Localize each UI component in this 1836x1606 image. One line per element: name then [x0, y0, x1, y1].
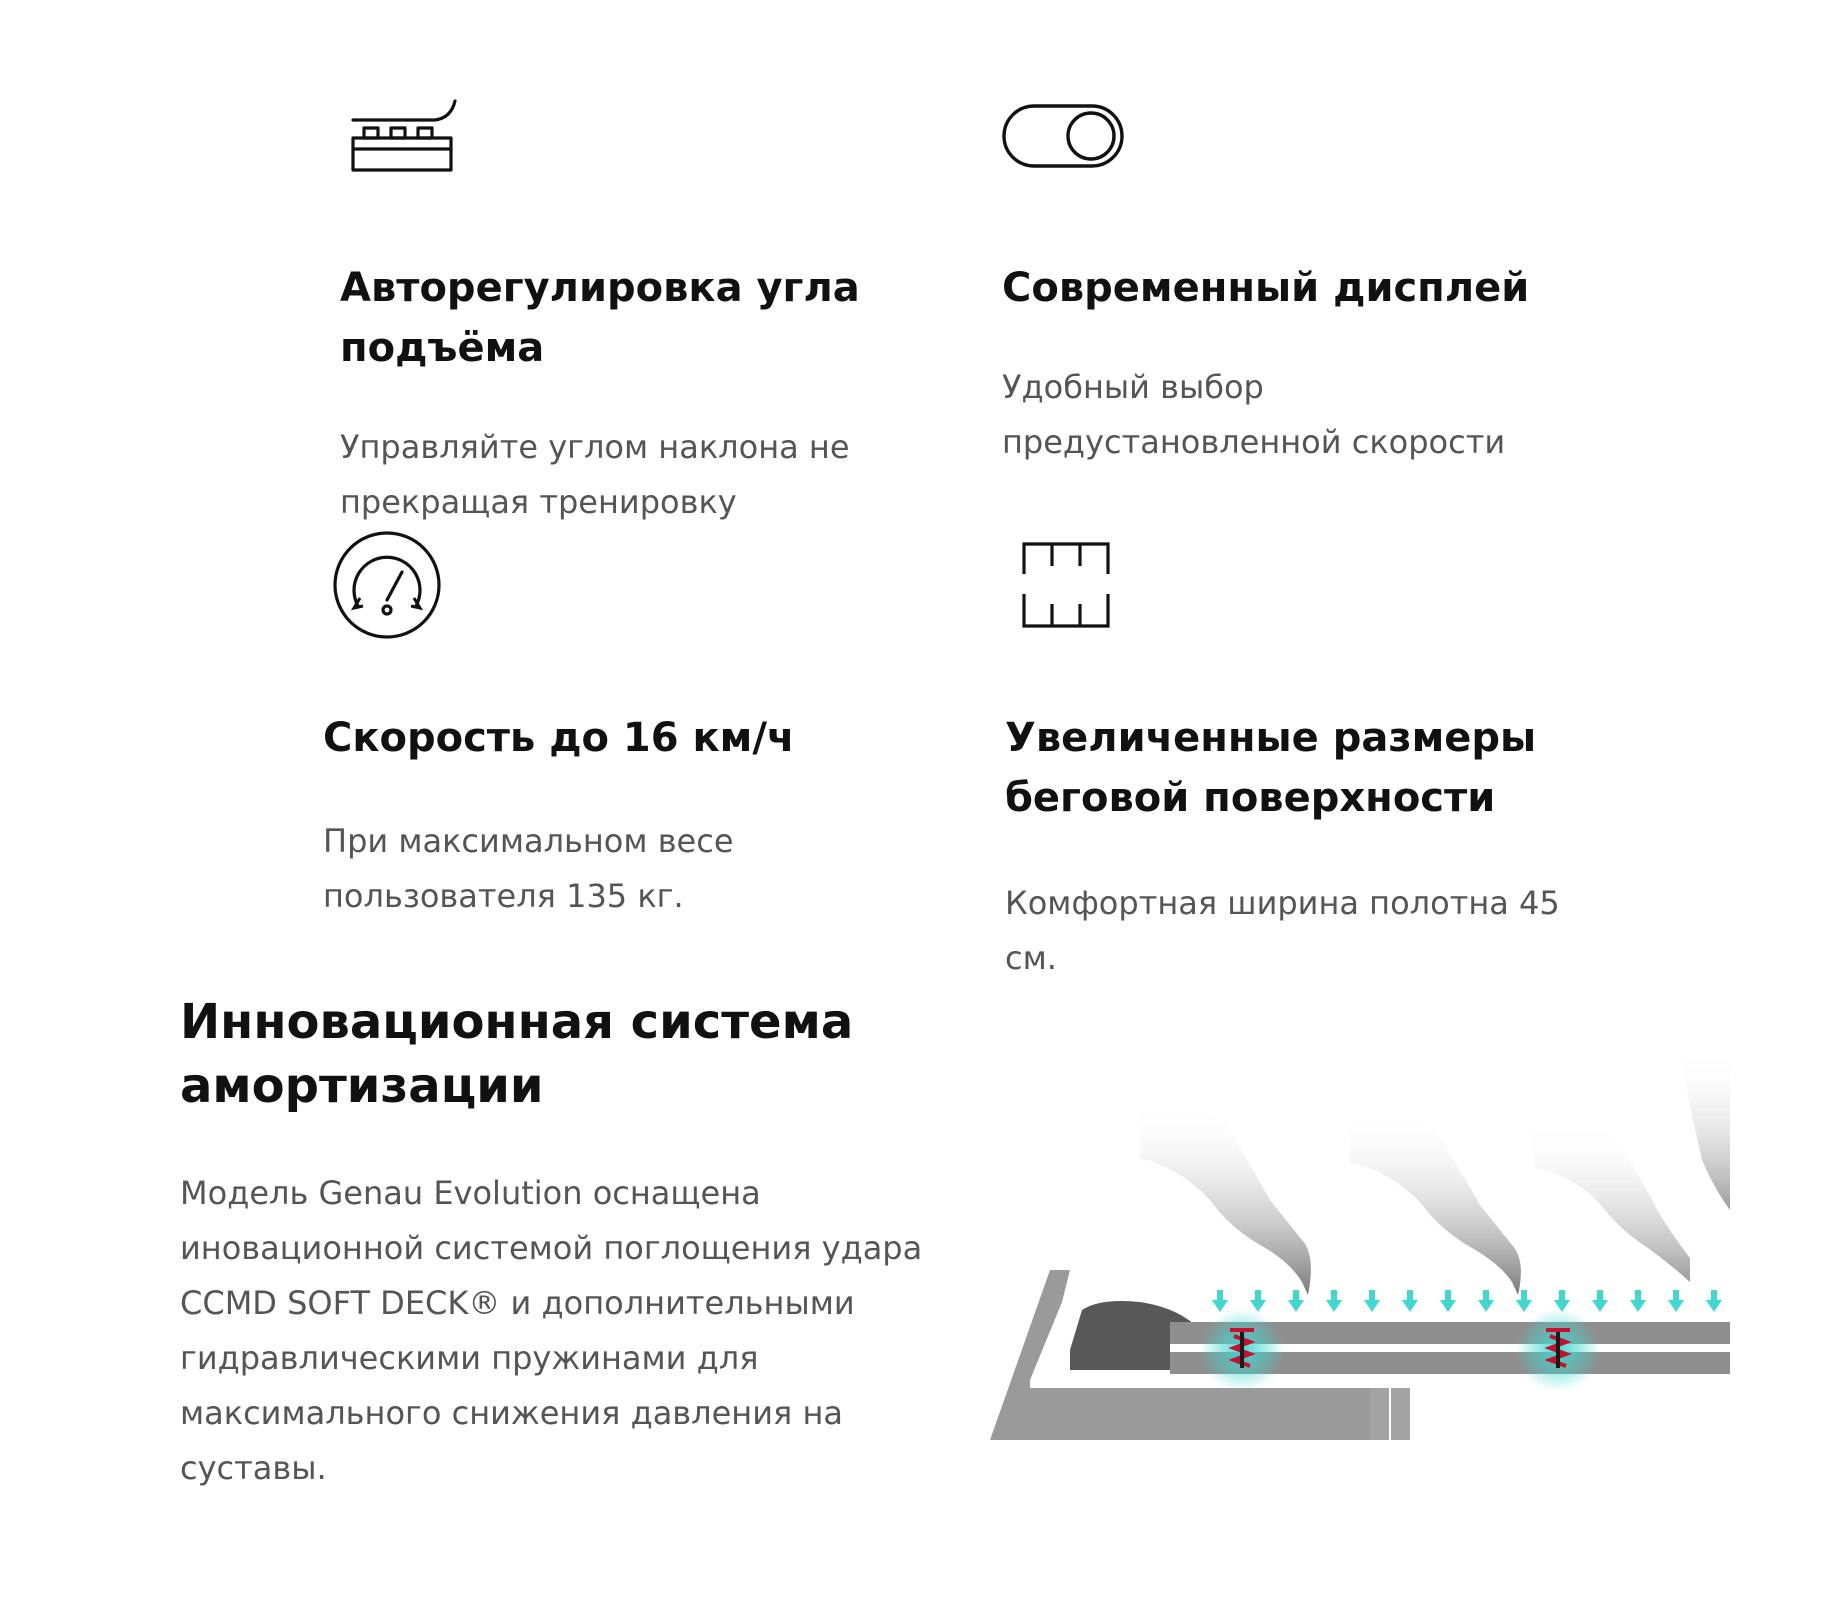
- treadmill-shock-absorption-illustration: [990, 1050, 1730, 1450]
- speedometer-icon: [330, 528, 444, 642]
- toggle-switch-icon: [1000, 102, 1126, 172]
- running-surface-icon: [1018, 538, 1114, 634]
- incline-adjust-icon: [345, 95, 465, 180]
- section-description: Модель Genau Evolution оснащена иновационной системой поглощения удара CCMD SOFT DECK® и дополнительными гидравлическими пружинами для максимального снижения давления на суставы.: [180, 1174, 923, 1487]
- feature-title: Авторегулировка угла подъёма: [340, 265, 860, 371]
- feature-title: Современный дисплей: [1002, 265, 1530, 311]
- feature-description: Комфортная ширина полотна 45 см.: [1005, 884, 1560, 977]
- feature-title: Увеличенные размеры беговой поверхности: [1005, 715, 1537, 821]
- feature-description: При максимальном весе пользователя 135 кг.: [323, 822, 734, 915]
- section-title: Инновационная система амортизации: [180, 994, 854, 1114]
- feature-title: Скорость до 16 км/ч: [323, 715, 795, 761]
- feature-description: Удобный выбор предустановленной скорости: [1002, 368, 1506, 461]
- feature-description: Управляйте углом наклона не прекращая тренировку: [340, 428, 850, 521]
